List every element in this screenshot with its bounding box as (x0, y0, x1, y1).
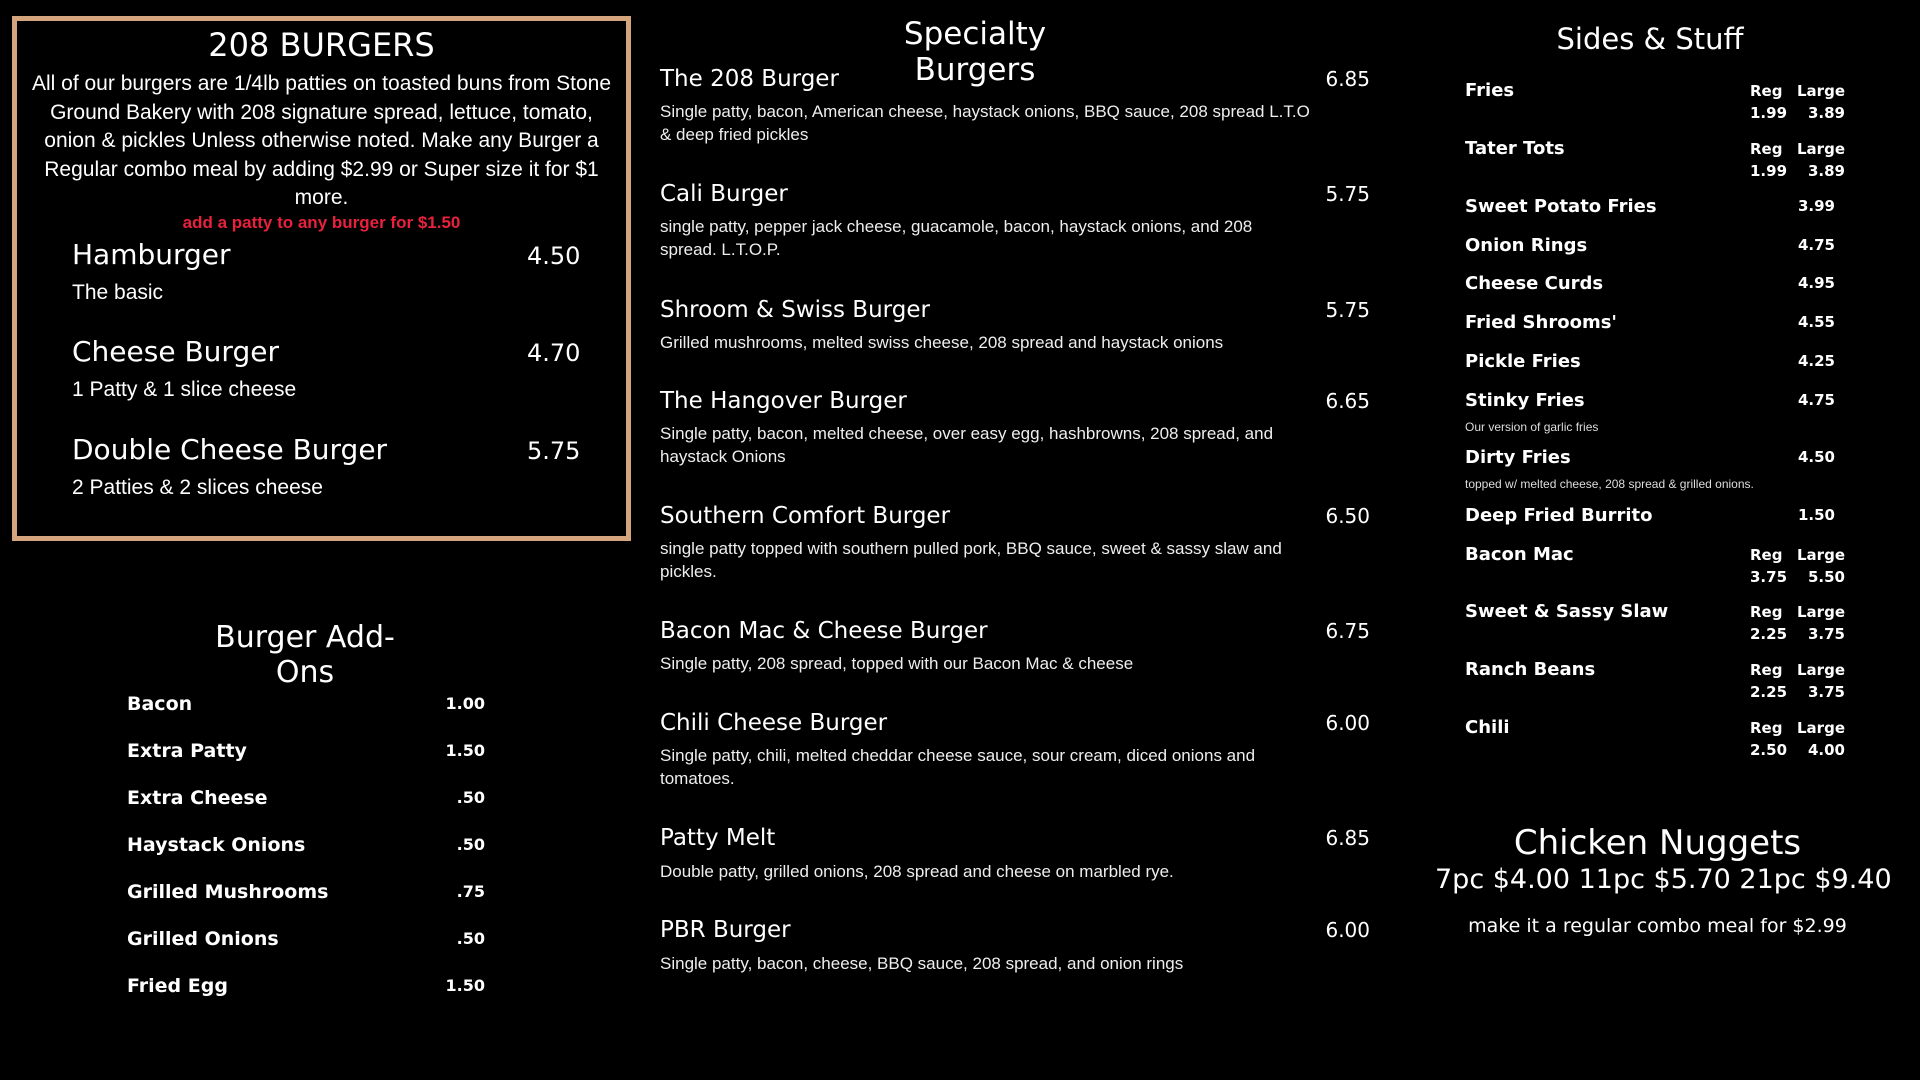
addon-name: Extra Cheese (127, 787, 268, 809)
side-item-price: 4.75 (1797, 236, 1835, 254)
side-item-reg-large (1750, 80, 1845, 124)
side-item-price: 3.99 (1797, 197, 1835, 215)
side-item-name: Pickle Fries (1465, 351, 1581, 372)
addon-price: 1.00 (445, 694, 485, 713)
addon-name: Fried Egg (127, 975, 228, 997)
large-label: Large (1797, 603, 1845, 621)
menu-item-price: 4.70 (527, 339, 581, 367)
specialty-item-description: single patty, pepper jack cheese, guacamole, bacon, haystack onions, and 208 spread. L.T.O.P. (660, 217, 1253, 259)
specialty-item-price: 5.75 (1325, 182, 1370, 206)
specialty-item-description: Single patty, 208 spread, topped with our Bacon Mac & cheese (660, 654, 1134, 673)
reg-price: 2.25 (1750, 625, 1788, 643)
specialty-item-description: Single patty, bacon, melted cheese, over easy egg, hashbrowns, 208 spread, and haystack Onions (660, 424, 1274, 466)
menu-item-price: 5.75 (527, 437, 581, 465)
addon-name: Extra Patty (127, 740, 247, 762)
side-item-reg-large (1750, 659, 1845, 703)
large-price: 4.00 (1807, 741, 1845, 759)
side-item-price: 1.50 (1797, 506, 1835, 524)
side-item-note: Our version of garlic fries (1465, 420, 1599, 434)
side-item-price: 4.55 (1797, 313, 1835, 331)
specialty-item-price: 6.65 (1325, 389, 1370, 413)
specialty-item-price: 6.85 (1325, 826, 1370, 850)
addon-price: 1.50 (445, 741, 485, 760)
reg-price: 2.25 (1750, 683, 1788, 701)
addon-price: .50 (456, 835, 485, 854)
reg-label: Reg (1750, 661, 1783, 679)
addon-name: Grilled Onions (127, 928, 279, 950)
addon-price: 1.50 (445, 976, 485, 995)
menu-item-name: Cheese Burger (72, 335, 279, 368)
large-label: Large (1797, 719, 1845, 737)
side-item-reg-large (1750, 138, 1845, 182)
reg-price: 3.75 (1750, 568, 1788, 586)
specialty-item-description: Grilled mushrooms, melted swiss cheese, 208 spread and haystack onions (660, 333, 1224, 352)
menu-item-name: Double Cheese Burger (72, 433, 388, 466)
menu-item-name: Hamburger (72, 238, 231, 271)
large-price: 3.89 (1807, 162, 1845, 180)
addon-price: .50 (456, 929, 485, 948)
reg-label: Reg (1750, 603, 1783, 621)
large-label: Large (1797, 82, 1845, 100)
reg-label: Reg (1750, 140, 1783, 158)
specialty-item-name: The 208 Burger (660, 66, 839, 92)
specialty-item-description: Single patty, chili, melted cheddar cheese sauce, sour cream, diced onions and tomatoes. (660, 746, 1256, 788)
side-item-name: Ranch Beans (1465, 659, 1596, 680)
specialty-item-price: 6.85 (1325, 67, 1370, 91)
main-burgers-description: All of our burgers are 1/4lb patties on toasted buns from Stone Ground Bakery with 208 signature spread, lettuce, tomato, onion & pickles Unless otherwise noted. Make any Burger a Regular combo meal by adding $2.99 or Super size it for $1 more. (31, 72, 611, 209)
reg-label: Reg (1750, 719, 1783, 737)
large-price: 3.89 (1807, 104, 1845, 122)
large-label: Large (1797, 140, 1845, 158)
addon-price: .50 (456, 788, 485, 807)
specialty-item-description: Single patty, bacon, American cheese, haystack onions, BBQ sauce, 208 spread L.T.O & deep fried pickles (660, 102, 1310, 144)
large-price: 5.50 (1807, 568, 1845, 586)
specialty-item-price: 6.00 (1325, 711, 1370, 735)
reg-price: 2.50 (1750, 741, 1788, 759)
specialty-title: Specialty Burgers (903, 16, 1047, 88)
side-item-reg-large (1750, 544, 1845, 588)
side-item-price: 4.50 (1797, 448, 1835, 466)
menu-item-description: 1 Patty & 1 slice cheese (72, 378, 297, 401)
nuggets-combo-note: make it a regular combo meal for $2.99 (1468, 915, 1847, 937)
side-item-note: topped w/ melted cheese, 208 spread & grilled onions. (1465, 477, 1754, 491)
large-label: Large (1797, 661, 1845, 679)
add-patty-note: add a patty to any burger for $1.50 (182, 213, 461, 232)
side-item-name: Fried Shrooms' (1465, 312, 1617, 333)
menu-item-description: The basic (72, 281, 164, 304)
addon-price: .75 (456, 882, 485, 901)
addon-name: Bacon (127, 693, 193, 715)
large-label: Large (1797, 546, 1845, 564)
addon-name: Grilled Mushrooms (127, 881, 329, 903)
specialty-item-price: 6.00 (1325, 918, 1370, 942)
reg-label: Reg (1750, 82, 1783, 100)
specialty-item-name: Chili Cheese Burger (660, 710, 888, 736)
specialty-item-name: Shroom & Swiss Burger (660, 297, 930, 323)
side-item-price: 4.95 (1797, 274, 1835, 292)
side-item-name: Tater Tots (1465, 138, 1565, 159)
side-item-name: Bacon Mac (1465, 544, 1574, 565)
side-item-name: Stinky Fries (1465, 390, 1585, 411)
specialty-item-description: Single patty, bacon, cheese, BBQ sauce, 208 spread, and onion rings (660, 954, 1184, 973)
specialty-item-price: 6.75 (1325, 619, 1370, 643)
side-item-reg-large (1750, 601, 1845, 645)
specialty-item-name: Southern Comfort Burger (660, 503, 951, 529)
side-item-reg-large (1750, 717, 1845, 761)
side-item-name: Fries (1465, 80, 1515, 101)
side-item-name: Onion Rings (1465, 235, 1588, 256)
nuggets-title: Chicken Nuggets (1513, 823, 1802, 863)
specialty-item-name: Bacon Mac & Cheese Burger (660, 618, 988, 644)
specialty-item-price: 6.50 (1325, 504, 1370, 528)
nuggets-prices: 7pc $4.00 11pc $5.70 21pc $9.40 (1435, 864, 1892, 895)
specialty-item-name: Cali Burger (660, 181, 788, 207)
side-item-name: Chili (1465, 717, 1510, 738)
specialty-item-price: 5.75 (1325, 298, 1370, 322)
reg-label: Reg (1750, 546, 1783, 564)
specialty-item-name: The Hangover Burger (660, 388, 907, 414)
sides-title: Sides & Stuff (1556, 22, 1744, 56)
addons-title: Burger Add-Ons (215, 620, 395, 690)
side-item-name: Deep Fried Burrito (1465, 505, 1653, 526)
side-item-name: Dirty Fries (1465, 447, 1571, 468)
side-item-name: Sweet & Sassy Slaw (1465, 601, 1669, 622)
large-price: 3.75 (1807, 625, 1845, 643)
specialty-item-description: single patty topped with southern pulled pork, BBQ sauce, sweet & sassy slaw and pickles. (660, 539, 1282, 581)
main-burgers-panel (12, 16, 631, 541)
main-burgers-title: 208 BURGERS (208, 26, 435, 64)
addon-name: Haystack Onions (127, 834, 306, 856)
specialty-item-description: Double patty, grilled onions, 208 spread and cheese on marbled rye. (660, 862, 1174, 881)
side-item-name: Sweet Potato Fries (1465, 196, 1657, 217)
reg-price: 1.99 (1750, 162, 1788, 180)
menu-item-description: 2 Patties & 2 slices cheese (72, 476, 323, 499)
specialty-item-name: PBR Burger (660, 917, 791, 943)
side-item-name: Cheese Curds (1465, 273, 1604, 294)
menu-item-price: 4.50 (527, 242, 581, 270)
specialty-item-name: Patty Melt (660, 825, 776, 851)
side-item-price: 4.75 (1797, 391, 1835, 409)
side-item-price: 4.25 (1797, 352, 1835, 370)
reg-price: 1.99 (1750, 104, 1788, 122)
large-price: 3.75 (1807, 683, 1845, 701)
